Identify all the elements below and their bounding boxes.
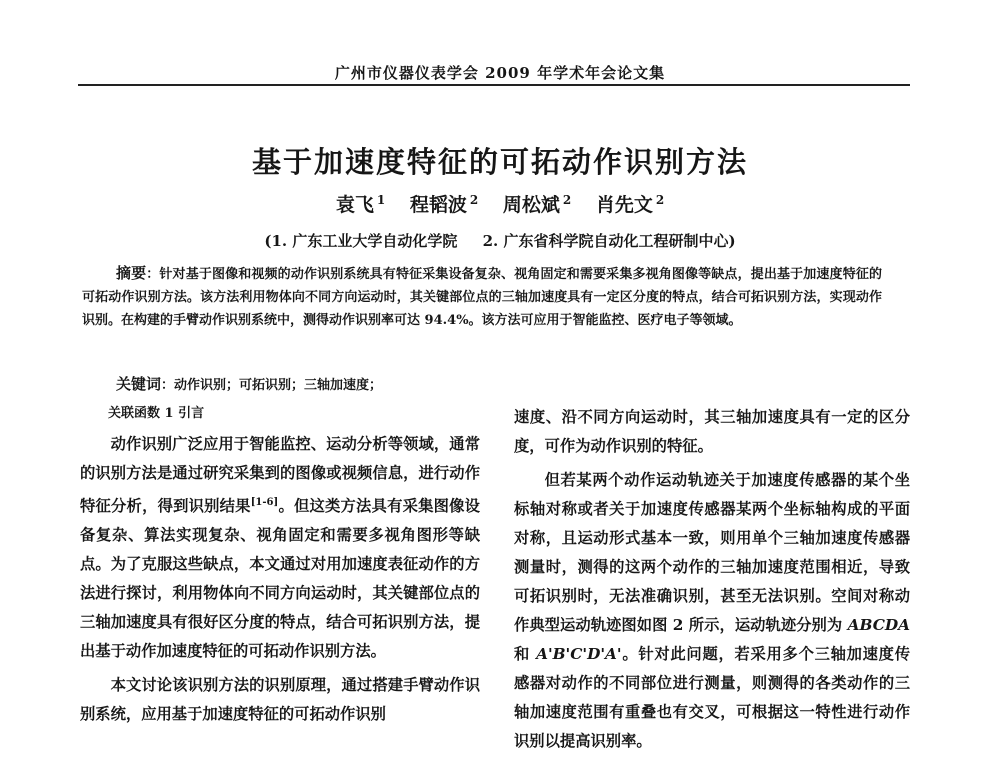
author-4: 肖先文 $^2$ xyxy=(595,192,665,216)
citation: [1-6] xyxy=(250,497,279,508)
abstract xyxy=(82,262,882,332)
keywords-text: ：动作识别；可拓识别；三轴加速度； xyxy=(161,378,383,393)
author-2: 程韬波 $^2$ xyxy=(409,192,479,216)
trajectory-abcda: ABCDA xyxy=(847,616,910,634)
paper-title: 基于加速度特征的可拓动作识别方法 xyxy=(251,145,748,179)
left-column xyxy=(80,430,480,729)
right-paragraph-2: 但若某两个动作运动轨迹关于加速度传感器的某个坐标轴对称或者关于加速度传感器某两个坐标轴构成的平面对称，且运动形式基本一致，则用单个三轴加速度传感器测量时，测得的这两个动作的三轴加速度范围相近，导致可拓识别时，无法准确识别，甚至无法识别。空间对称动作典型运动轨迹图如图 2 所示，运动轨迹分别为 ABCDA 和 A'B'C'D'A'。针对此问题，若采用多个三轴加速度传感器对动作的不同部位进行测量，则测得的各类动作的三轴加速度范围有重叠也有交叉，可根据这一特性进行动作识别以提高识别率。 xyxy=(514,471,910,750)
section-heading-introduction: 关联函数 1 引言 xyxy=(108,406,205,421)
author-list xyxy=(0,190,1000,217)
intro-paragraph-2: 本文讨论该识别方法的识别原理，通过搭建手臂动作识别系统，应用基于加速度特征的可拓动作识别 xyxy=(80,676,480,724)
affiliation-2: 2. 广东省科学院自动化工程研制中心) xyxy=(482,232,736,250)
affiliations xyxy=(0,230,1000,251)
trajectory-abcda-prime: A'B'C'D'A' xyxy=(536,645,622,663)
header-rule xyxy=(78,84,910,86)
right-paragraph-1: 速度、沿不同方向运动时，其三轴加速度具有一定的区分度，可作为动作识别的特征。 xyxy=(514,408,910,455)
author-3: 周松斌 $^2$ xyxy=(502,192,572,216)
author-1: 袁飞 $^1$ xyxy=(335,192,386,216)
running-header: 广州市仪器仪表学会 2009 年学术年会论文集 xyxy=(334,64,666,82)
abstract-text: ：针对基于图像和视频的动作识别系统具有特征采集设备复杂、视角固定和需要采集多视角图像等缺点，提出基于加速度特征的可拓动作识别方法。该方法利用物体向不同方向运动时，其关键部位点的三轴加速度具有一定区分度的特点，结合可拓识别方法，实现动作识别。在构建的手臂动作识别系统中，测得动作识别率可达 94.4%。该方法可应用于智能监控、医疗电子等领域。 xyxy=(82,267,882,328)
affiliation-1: (1. 广东工业大学自动化学院 xyxy=(264,232,458,250)
keywords-label: 关键词 xyxy=(116,375,162,393)
abstract-label: 摘要 xyxy=(116,264,147,282)
right-column xyxy=(514,403,910,756)
intro-paragraph-1: 动作识别广泛应用于智能监控、运动分析等领域，通常的识别方法是通过研究采集到的图像或视频信息，进行动作特征分析，得到识别结果[1-6]。但这类方法具有采集图像设备复杂、算法实现复杂、视角固定和需要多视角图形等缺点。为了克服这些缺点，本文通过对用加速度表征动作的方法进行探讨，利用物体向不同方向运动时，其关键部位点的三轴加速度具有很好区分度的特点，结合可拓识别方法，提出基于动作加速度特征的可拓动作识别方法。 xyxy=(80,435,480,661)
keywords xyxy=(116,373,382,394)
